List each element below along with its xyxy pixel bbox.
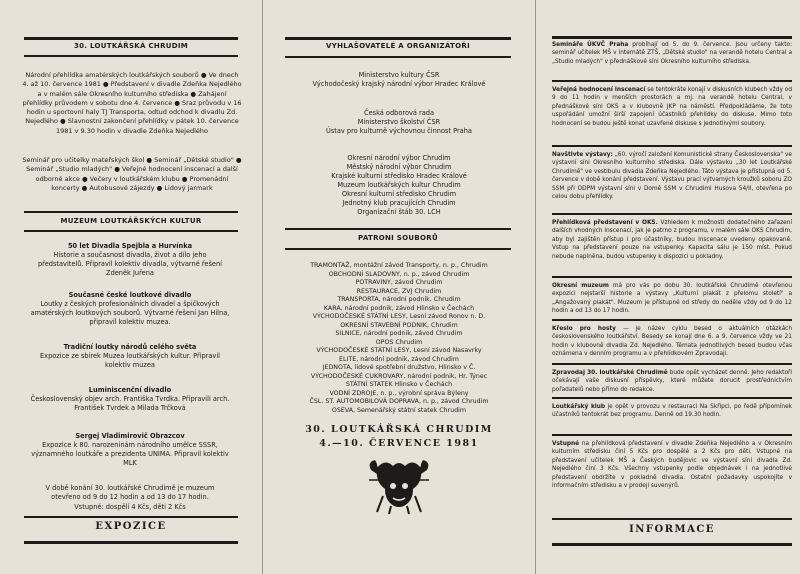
panel-organizers: [263, 0, 535, 574]
patron-name: TRAMONTAŽ, montážní závod Transporty, n. p., Chrudim: [310, 262, 488, 269]
divider: [285, 248, 511, 250]
organizer-name: Okresní národní výbor Chrudim: [347, 154, 451, 162]
info-item: [552, 325, 792, 359]
divider: [552, 363, 792, 365]
divider: [24, 55, 238, 57]
info-title: Vstupné: [552, 441, 580, 447]
divider: [24, 516, 238, 518]
patron-name: OPOS Chrudim: [375, 338, 423, 346]
panel1-heading: 30. LOUTKÁŘSKÁ CHRUDIM: [73, 42, 189, 50]
exhibit-title: Současné české loutkové divadlo: [68, 291, 192, 299]
divider: [552, 36, 792, 39]
exhibit-title: 50 let Divadla Spejbla a Hurvínka: [67, 242, 193, 250]
patron-name: ČSL. ST. AUTOMOBILOVÁ DOPRAVA, n. p., závod Chrudim: [309, 398, 489, 405]
divider: [552, 434, 792, 436]
organizer-name: Krajské kulturní středisko Hradec Králové: [331, 172, 467, 180]
info-text: — je název cyklu besed o aktuálních otázkách československého loutkářství. Besedy se konají dne 6. a 9. července vždy ve 21 hodin v klubovně divadla Zd. Nejedlého. Témata jednotlivých besed budou včas oznámena v denním programu a v přehlídkovém Zpravodaji.: [552, 326, 792, 358]
divider: [24, 37, 238, 40]
panel-informace: [536, 0, 800, 574]
info-item: [552, 282, 792, 316]
info-title: Křeslo pro hosty: [552, 326, 616, 332]
info-text: je opět v provozu v restauraci Na Skřipci, po ředě přípomínek účastníků tentokrát bez programu. Denně od 19.30 hodin.: [552, 404, 792, 419]
divider: [552, 145, 792, 147]
exhibit-item: [30, 242, 230, 278]
info-item: [552, 151, 792, 201]
patron-name: VÝCHODOČESKÉ CUKROVARY, národní podnik, Hr. Týnec: [310, 372, 488, 380]
puppet-logo-icon: [363, 456, 435, 516]
museum-hours: V době konání 30. loutkářské Chrudimě je muzeum otevřeno od 9 do 12 hodin a od 13 do 17 hodin.: [45, 484, 215, 501]
museum-admission: Vstupné: dospělí 4 Kčs, děti 2 Kčs: [74, 503, 186, 511]
divider: [24, 230, 238, 232]
patrons-heading: PATRONI SOUBORŮ: [358, 234, 438, 242]
organizer-name: Ministerstvo školství ČSR: [357, 118, 441, 126]
exhibit-item: [30, 343, 230, 370]
patron-name: RESTAURACE, ZVJ Chrudim: [356, 287, 442, 295]
organizer-group: [273, 109, 525, 136]
info-item: [552, 41, 792, 66]
panel1-footer: EXPOZICE: [95, 521, 167, 532]
exhibit-item: [30, 432, 230, 468]
organizer-name: Okresní kulturní středisko Chrudim: [341, 190, 457, 198]
info-title: Okresní muzeum: [552, 283, 609, 289]
info-title: Zpravodaj 30. loutkářské Chrudimě: [552, 370, 668, 376]
divider: [285, 228, 511, 230]
museum-heading: MUZEUM LOUTKÁŘSKÝCH KULTUR: [60, 217, 202, 225]
info-text: probíhají od 5. do 9. července. Jsou určeny takto: seminář učitelek MŠ v internátě ZTŠ, „Dětské studio" na verandě hotelu Central a „Studio mladých" v přednáškové síni Okresního kulturního střediska.: [552, 42, 793, 65]
divider: [552, 80, 792, 82]
seminars-list: Seminář pro učitelky mateřských škol ● Seminář „Dětské studio" ● Seminář „Studio mladých" ● Veřejné hodnocení inscenací a další odborné akce ● Večery v loutkářském klubu ● Promenádní koncerty ● Autobusové zájezdy ● Lidový jarmark: [22, 156, 242, 192]
divider: [552, 319, 792, 321]
info-text: na přehlídková představení v divadle Zdeňka Nejedlého a v Okresním kulturním středisku činí 5 Kčs pro dospělé a 2 Kčs pro děti. Vstupné na představení učitelek MŠ a Českých budějovic ve výstavní síni divadla Zd. Nejedlého činí 3 Kčs. Všechny vstupenky podle objednávek i na jednotlivé představení obdržíte v pokladně divadla. Ostatní požadavky uspokojíte v informačním středisku a v prodeji suvenýrů.: [552, 441, 793, 490]
patron-name: VÝCHODOČESKÉ STÁTNÍ LESY, Lesní závod Ronov n. D.: [312, 313, 486, 320]
exhibit-text: Československý objev arch. Františka Tvrdka. Připravili arch. František Tvrdek a Milada Trčková: [30, 395, 230, 412]
organizer-name: Organizační štáb 30. LCH: [357, 208, 441, 216]
patron-name: VÝCHODOČESKÉ STÁTNÍ LESY, Lesní závod Nasavrky: [316, 347, 482, 354]
organizer-name: Ústav pro kulturně výchovnou činnost Praha: [326, 127, 472, 135]
info-title: Semináře ÚKVČ Praha: [552, 42, 629, 48]
organizer-group: [273, 154, 525, 217]
exhibit-item: [30, 386, 230, 413]
panel-expozice: [0, 0, 262, 574]
organizer-name: Muzeum loutkářských kultur Chrudim: [337, 181, 461, 189]
organizer-name: Městský národní výbor Chrudim: [346, 163, 452, 171]
info-title: Navštivte výstavy:: [552, 152, 613, 158]
patron-name: SILNICE, národní podnik, závod Chrudim: [335, 330, 463, 337]
exhibit-text: Expozice k 80. narozeninám národního umělce SSSR, významného loutkáře a prezidenta UNIMA. Připravil kolektiv MLK: [31, 441, 229, 467]
patron-name: VODNÍ ZDROJE, n. p., výrobní správa Býleny: [329, 389, 469, 397]
info-item: [552, 219, 792, 261]
patron-name: KARA, národní podnik, závod Hlinsko v Čechách: [323, 304, 475, 312]
divider: [24, 541, 238, 544]
info-item: [552, 86, 792, 128]
organizer-group: [273, 71, 525, 89]
info-title: Loutkářský klub: [552, 404, 606, 410]
exhibit-text: Expozice ze sbírek Muzea loutkářských kultur. Připravil kolektiv muzea: [40, 352, 220, 369]
exhibit-title: Luminiscenční divadlo: [88, 386, 172, 394]
info-text: má pro vás po dobu 30. loutkářské Chrudimě otevřenou expozici nejstarší historie a výstavy „Kulturní plakát z přelomu století" a „Angažovaný plakát". Muzeum je přístupné od středy do neděle vždy od 9 do 12 hodin a od 13 do 17 hodin.: [552, 283, 792, 315]
organizer-name: Východočeský krajský národní výbor Hradec Králové: [312, 80, 486, 88]
info-text: se tentokráte konají v diskusních klubech vždy od 9 do 11 hodin v menších prostorách a mj. na verandě hotelu Central, v přednáškové síni OKS a v klubovně JKP na náměstí. Předpokládáme, že toto uspořádání umožní širší zapojení účastníků přehlídky do diskuse. Mimo toto hodnocení se budou ještě konat uzavřené diskuse s jednotlivými soubory.: [552, 87, 793, 127]
info-title: Přehlídková představení v OKS.: [552, 220, 658, 226]
info-item: [552, 369, 792, 394]
divider: [285, 37, 511, 40]
exhibit-title: Tradiční loutky národů celého světa: [63, 343, 197, 351]
patron-name: TRANSPORTA, národní podnik, Chrudim: [337, 296, 461, 303]
patrons-list: [269, 262, 529, 415]
divider: [552, 213, 792, 215]
patron-name: OBCHODNÍ SLADOVNY, n. p., závod Chrudim: [328, 270, 470, 278]
patron-name: OKRESNÍ STAVEBNÍ PODNIK, Chrudim: [340, 321, 458, 329]
divider: [552, 543, 792, 546]
organizer-name: Jednotný klub pracujících Chrudim: [342, 199, 456, 207]
patron-name: OSEVA, Semenářský státní statek Chrudim: [331, 406, 467, 414]
festival-dates: 4.—10. ČERVENCE 1981: [319, 438, 479, 449]
festival-intro: Národní přehlídka amatérských loutkářských souborů ● Ve dnech 4. až 10. července 1981 ● Představení v divadle Zdeňka Nejedlého a v malém sále Okresního kulturního střediska ● Zahájení přehlídky průvodem v sobotu dne 4. července ● Sraz průvodu v 16 hodin u sportovní haly TJ Transporta, odtud odchod k divadlu Zd. Nejedlého ● Slavnostní zakončení přehlídky v pátek 10. července 1981 v 9.30 hodin v divadle Zdeňka Nejedlého: [22, 71, 242, 135]
organizer-name: Ministerstvo kultury ČSR: [358, 71, 440, 79]
divider: [552, 518, 792, 520]
organizer-name: Česká odborová rada: [364, 109, 434, 117]
divider: [24, 211, 238, 213]
info-item: [552, 440, 792, 490]
patron-name: POTRAVINY, závod Chrudim: [355, 279, 443, 286]
divider: [552, 276, 792, 278]
info-title: Veřejná hodnocení inscenací: [552, 87, 646, 93]
festival-title: 30. LOUTKÁŘSKÁ CHRUDIM: [305, 424, 493, 435]
info-text: bude opět vycházet denně. Jeho redaktoři očekávají vaše diskusní příspěvky, které můžete dorucit prostřednictvím pořadatelů nebo přímo do redakce.: [552, 370, 792, 393]
info-text: Vzhledem k možnosti dodatečného zařazení dalších vhodných inscenací, jak je patrno z programu, v malém sále OKS Chrudim, aby byl zajištěn přístup i pro účastníky, budou inscenace uvedeny opakovaně. Vstup na představení pouze na vstupenky. Kapacita sálu je 150 míst. Pokud nebude naplněna, budou vstupenky k dispozici u pokladny.: [552, 220, 792, 260]
exhibit-text: Loutky z českých profesionálních divadel a špičkových amatérských loutkových souborů. Výtvarné řešení Jan Hilna, připravil kolektiv muzea.: [30, 300, 230, 326]
patron-name: JEDNOTA, lidové spotřební družstvo, Hlinsko v Č.: [322, 364, 476, 371]
panel3-footer: INFORMACE: [629, 524, 715, 535]
exhibit-item: [30, 291, 230, 327]
organizers-heading: VYHLAŠOVATELÉ A ORGANIZÁTOŘI: [326, 42, 470, 50]
info-item: [552, 403, 792, 420]
patron-name: STÁTNÍ STATEK Hlinsko v Čechách: [345, 381, 453, 388]
info-text: „60. výročí založení Komunistické strany Československa" ve výstavní síni Okresního kulturního střediska. Dále výstavku „30 let Loutkářské Chrudimě" ve vestibulu divadla Zdeňka Nejedlého. Táto výstava je přístupná od 5. července v době konání představení. Výstavu prací výtvarných kroužků soboru ZO SSM při ODPM výstavní síni v Domě SSM v Chrudimi Husova 54/II, otevřena po celou dobu přehlídky.: [552, 152, 792, 201]
exhibit-text: Historie a současnost divadla, život a dílo jeho představitelů. Připravil kolektiv divadla, výtvarné řešení Zdeněk Juřena: [38, 251, 222, 277]
divider: [552, 397, 792, 399]
patron-name: ELITE, národní podnik, závod Chrudim: [339, 355, 459, 363]
divider: [285, 56, 511, 58]
exhibit-title: Sergej Vladimirovič Obrazcov: [75, 432, 185, 440]
